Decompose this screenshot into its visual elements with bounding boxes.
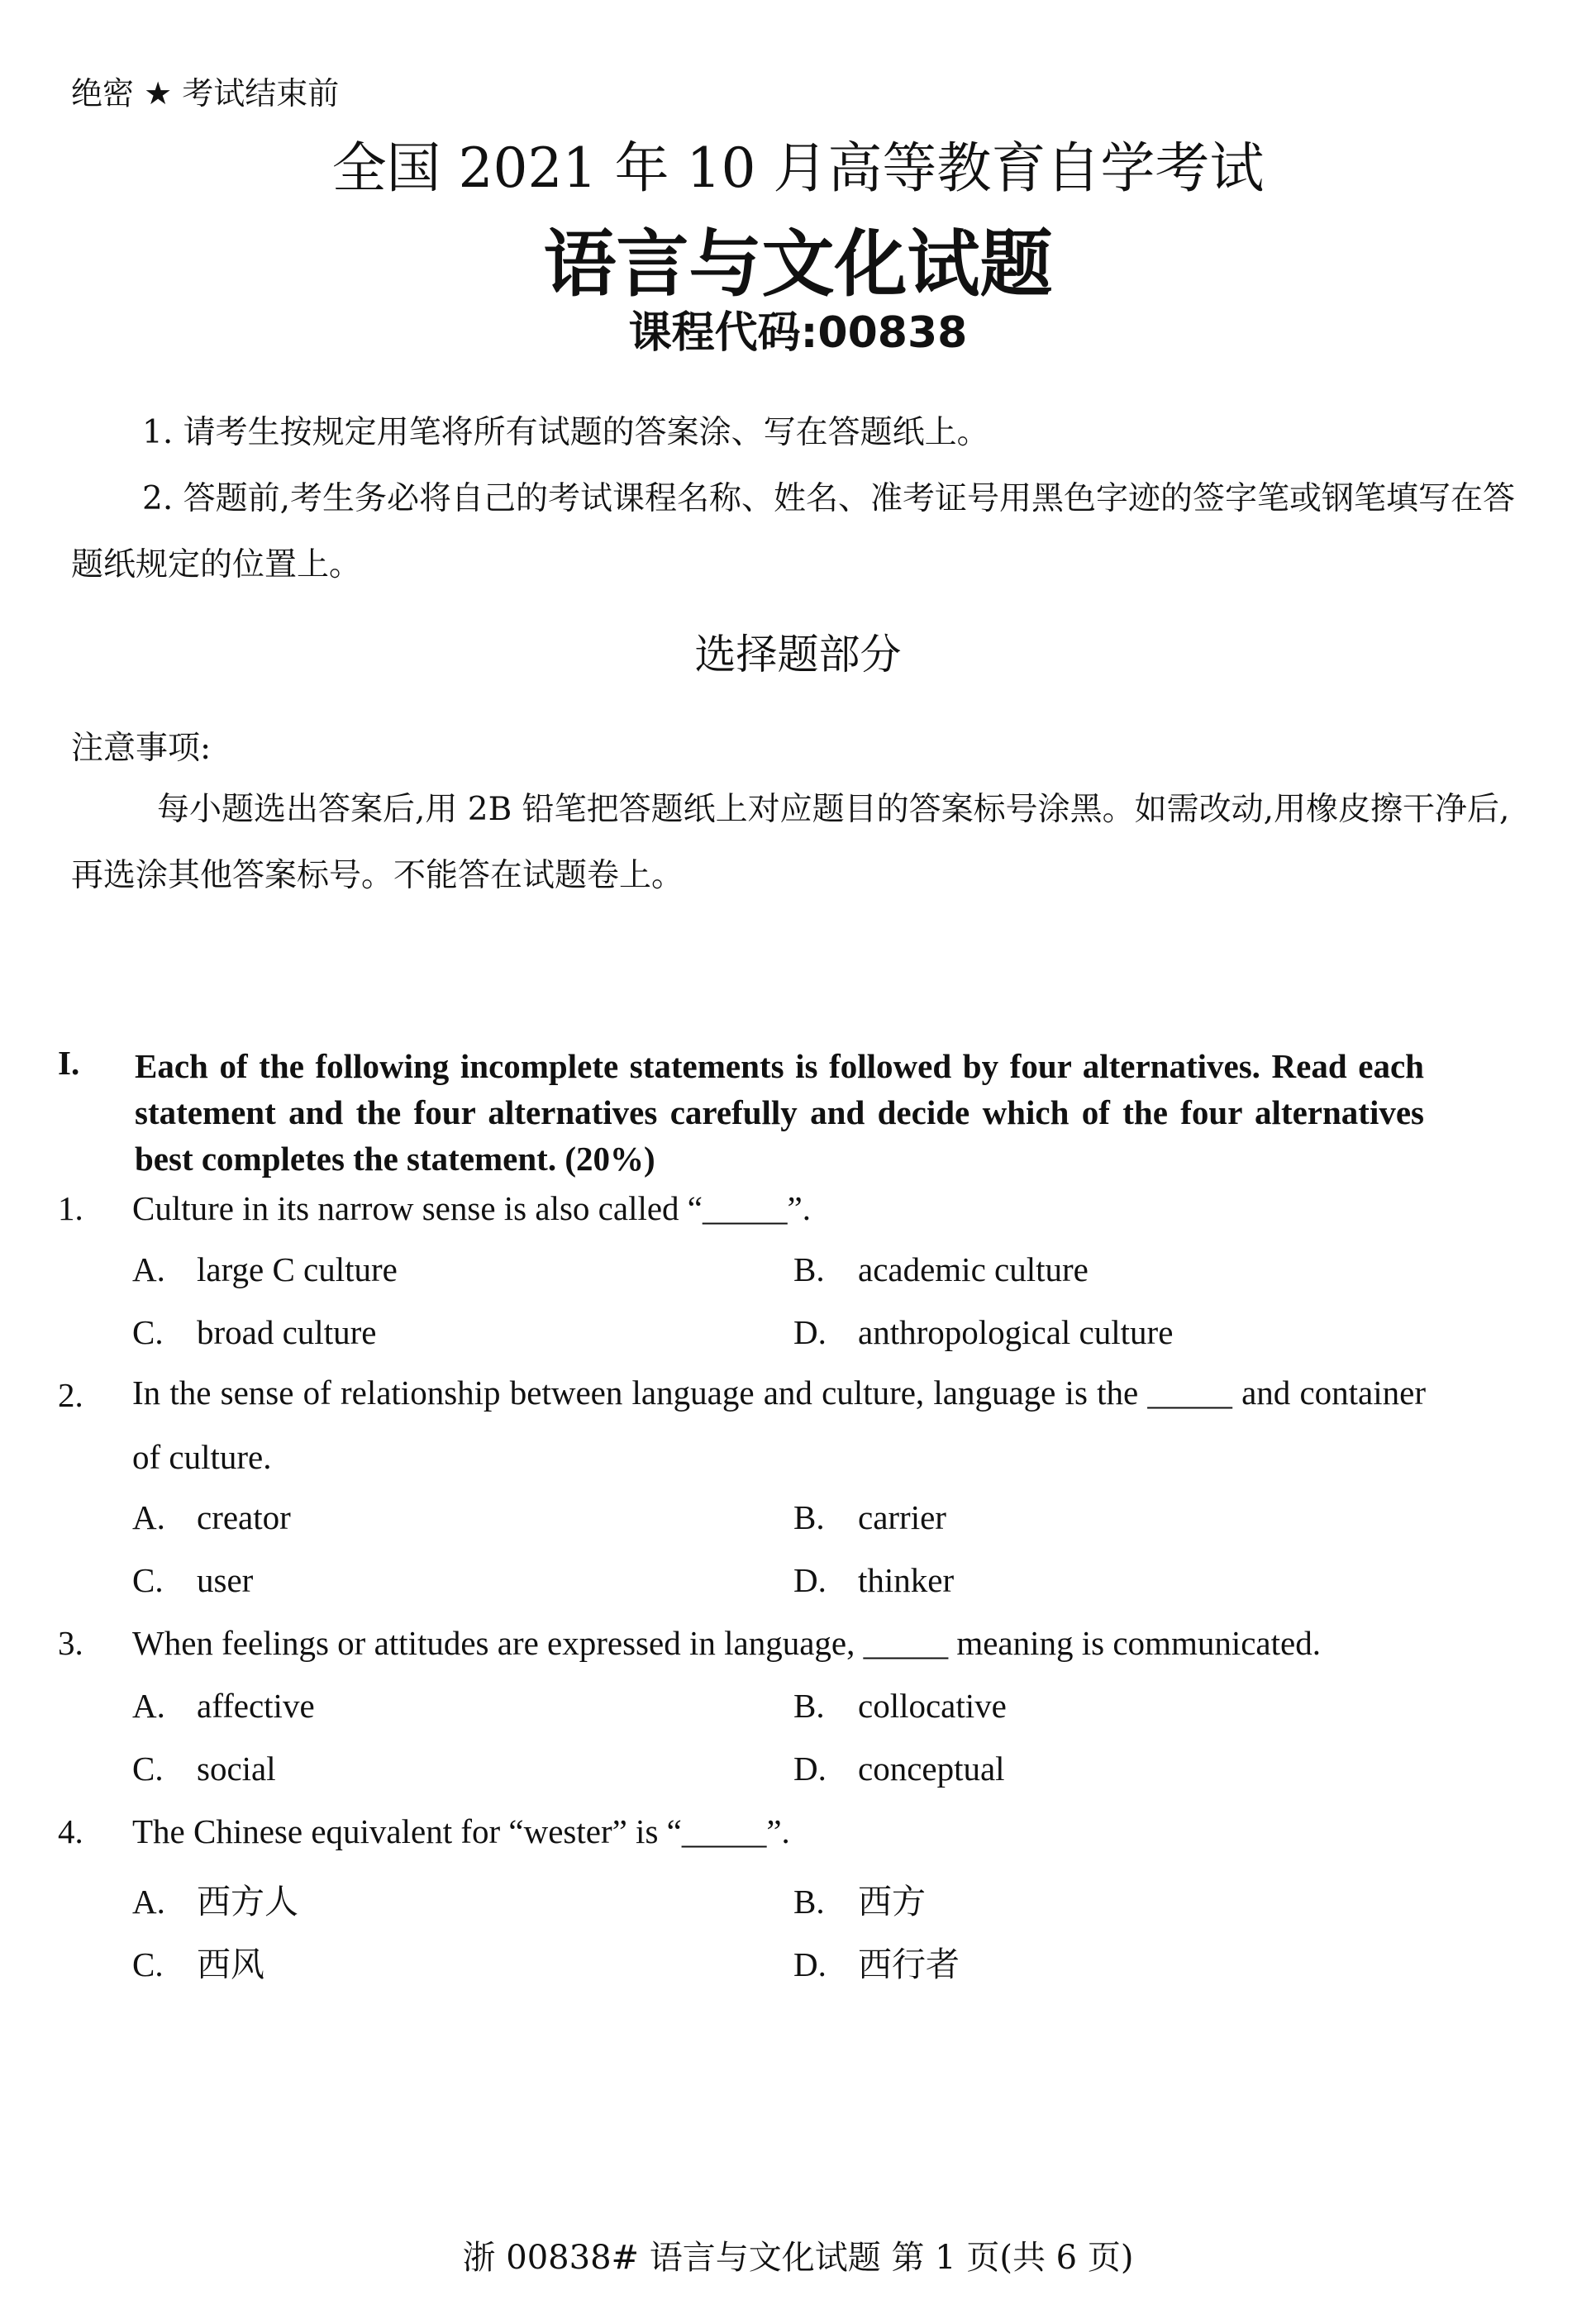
option-text: conceptual — [858, 1750, 1005, 1788]
q1-option-d[interactable] — [793, 1312, 1173, 1352]
q3-option-a[interactable] — [132, 1686, 315, 1726]
option-label: C. — [132, 1561, 164, 1599]
instruction-item-1: 1. 请考生按规定用笔将所有试题的答案涂、写在答题纸上。 — [142, 414, 989, 451]
q3-option-c[interactable] — [132, 1749, 276, 1788]
option-text: thinker — [858, 1561, 955, 1599]
option-text: anthropological culture — [858, 1313, 1174, 1351]
question-text: The Chinese equivalent for “wester” is “_____”. — [132, 1812, 790, 1850]
question-text: When feelings or attitudes are expressed in language, _____ meaning is communicated. — [132, 1624, 1321, 1662]
option-text: carrier — [858, 1498, 946, 1536]
option-label: A. — [132, 1250, 165, 1288]
section-title: 选择题部分 — [694, 631, 902, 678]
option-label: C. — [132, 1750, 164, 1788]
option-label: A. — [132, 1883, 165, 1921]
exam-title: 全国 2021 年 10 月高等教育自学考试 — [331, 136, 1265, 200]
instructions — [71, 400, 1534, 598]
secret-mark: 绝密 ★ 考试结束前 — [71, 75, 340, 112]
q1-option-a[interactable] — [132, 1250, 398, 1289]
part-instruction: Each of the following incomplete statements is followed by four alternatives. Read each statement and the four alternatives carefully and decide which of the four alternatives best completes the statement. (20%) — [135, 1047, 1424, 1178]
option-text: social — [197, 1750, 276, 1788]
option-text: 西风 — [197, 1945, 264, 1984]
instruction-item-2: 2. 答题前,考生务必将自己的考试课程名称、姓名、准考证号用黑色字迹的签字笔或钢笔填写在答题纸规定的位置上。 — [71, 480, 1516, 583]
q4-option-d[interactable] — [793, 1937, 960, 1986]
q4-option-a[interactable] — [132, 1874, 298, 1923]
q3-option-d[interactable] — [793, 1749, 1005, 1788]
notice-text-block — [71, 777, 1534, 909]
question-text: In the sense of relationship between language and culture, language is the _____ and container of culture. — [132, 1374, 1426, 1476]
q2-option-a[interactable] — [132, 1497, 291, 1537]
notice-text: 每小题选出答案后,用 2B 铅笔把答题纸上对应题目的答案标号涂黑。如需改动,用橡皮擦干净后,再选涂其他答案标号。不能答在试题卷上。 — [71, 791, 1510, 894]
option-text: 西行者 — [858, 1945, 960, 1984]
option-label: A. — [132, 1687, 165, 1725]
q4-option-b[interactable] — [793, 1874, 926, 1923]
option-text: user — [197, 1561, 254, 1599]
notice-heading: 注意事项: — [71, 730, 212, 767]
option-label: A. — [132, 1498, 165, 1536]
option-text: creator — [197, 1498, 291, 1536]
option-text: broad culture — [197, 1313, 377, 1351]
option-text: affective — [197, 1687, 315, 1725]
option-label: D. — [793, 1313, 827, 1351]
course-code: 课程代码:00838 — [628, 308, 968, 358]
option-label: D. — [793, 1945, 827, 1983]
option-label: C. — [132, 1313, 164, 1351]
q4-option-c[interactable] — [132, 1937, 264, 1986]
question-number: 1. — [58, 1189, 83, 1227]
option-text: 西方人 — [197, 1882, 298, 1921]
q2-option-b[interactable] — [793, 1497, 946, 1537]
option-text: collocative — [858, 1687, 1007, 1725]
option-label: B. — [793, 1883, 825, 1921]
option-label: D. — [793, 1561, 827, 1599]
part-number: I. — [58, 1044, 80, 1082]
option-label: B. — [793, 1687, 825, 1725]
q1-option-b[interactable] — [793, 1250, 1089, 1289]
option-text: academic culture — [858, 1250, 1089, 1288]
page-footer: 浙 00838# 语言与文化试题 第 1 页(共 6 页) — [462, 2239, 1134, 2277]
question-number: 4. — [58, 1812, 83, 1850]
option-label: B. — [793, 1250, 825, 1288]
question-number: 2. — [58, 1376, 83, 1414]
option-text: large C culture — [197, 1250, 398, 1288]
q1-option-c[interactable] — [132, 1312, 376, 1352]
q2-option-d[interactable] — [793, 1560, 954, 1600]
option-text: 西方 — [858, 1882, 926, 1921]
subject-title: 语言与文化试题 — [543, 221, 1053, 307]
q3-option-b[interactable] — [793, 1686, 1007, 1726]
option-label: C. — [132, 1945, 164, 1983]
question-number: 3. — [58, 1624, 83, 1662]
option-label: B. — [793, 1498, 825, 1536]
option-label: D. — [793, 1750, 827, 1788]
q2-option-c[interactable] — [132, 1560, 253, 1600]
question-text: Culture in its narrow sense is also called “_____”. — [132, 1189, 811, 1227]
